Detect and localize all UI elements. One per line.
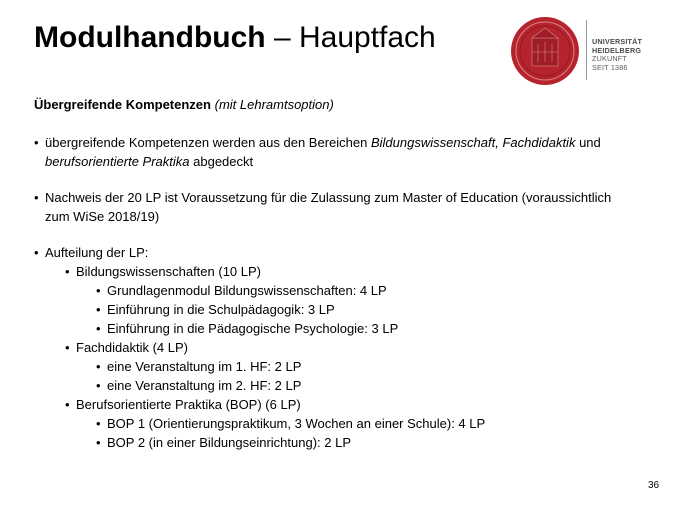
bullet-3-label: Aufteilung der LP: [45,245,149,260]
logo-divider [586,20,587,80]
wordmark-line-3: ZUKUNFT [592,54,627,64]
bullet-1-line-2 [45,152,253,171]
bullet-2-line-1: Nachweis der 20 LP ist Voraussetzung für die Zulassung zum Master of Education (voraussichtlich [45,190,612,205]
section-heading [34,97,334,113]
wordmark-line-1: UNIVERSITÄT [592,37,643,46]
section-heading-bold: Übergreifende Kompetenzen [34,97,211,112]
university-seal-logo [510,16,580,86]
wordmark-line-2: HEIDELBERG [592,45,642,55]
slide-title-bold: Modulhandbuch [34,21,266,54]
university-wordmark [592,38,642,72]
sub-bullet-fachdidaktik-label: Fachdidaktik (4 LP) [76,340,188,355]
wordmark-line-4: SEIT 1386 [592,62,628,72]
slide-title-rest: – Hauptfach [265,21,436,54]
sub-bullet-bop-label: Berufsorientierte Praktika (BOP) (6 LP) [76,397,301,412]
bullet-2-line-2: zum WiSe 2018/19) [45,209,160,224]
bullet-1-text-a: übergreifende Kompetenzen werden aus den Bereichen [45,135,371,150]
bullet-1-text-b: Bildungswissenschaft, Fachdidaktik [370,135,576,150]
bullet-1-text-c: und [575,135,601,150]
bullet-1-line2-rest: abgedeckt [189,154,254,169]
slide-title [34,18,436,58]
sub-bullet-bildung-label: Bildungswissenschaften (10 LP) [76,264,261,279]
page-number: 36 [648,480,660,491]
section-heading-italic: (mit Lehramtsoption) [214,97,334,112]
bullet-1-line2-italic: berufsorientierte Praktika [45,154,190,169]
